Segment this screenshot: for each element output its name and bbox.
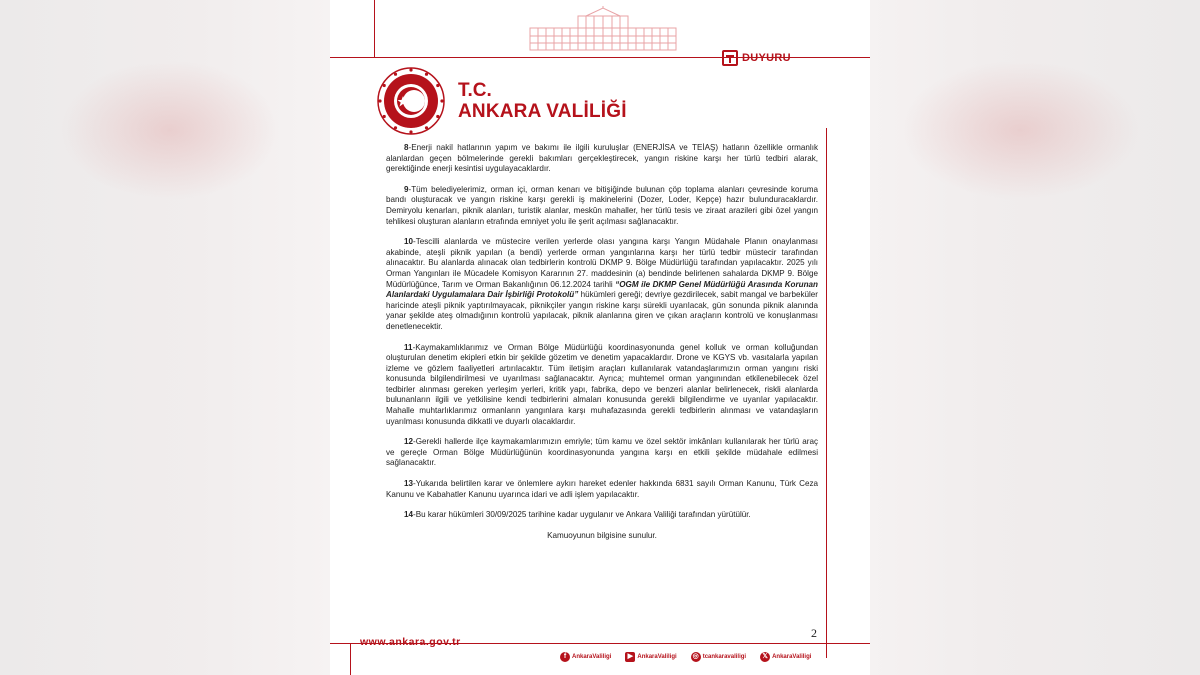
title-valilik: ANKARA VALİLİĞİ: [458, 101, 627, 122]
paragraph-number: 13: [404, 479, 414, 489]
governorship-seal-icon: [376, 66, 446, 136]
paragraph-text: 30/09/2025: [485, 510, 527, 520]
duyuru-label: DUYURU: [742, 52, 791, 64]
social-handle: AnkaraValiligi: [637, 654, 677, 660]
instagram-icon: ◎: [692, 653, 699, 660]
paragraph-9: [386, 185, 818, 227]
social-link-facebook[interactable]: [560, 652, 611, 662]
social-link-youtube[interactable]: [625, 652, 676, 662]
page-number: 2: [811, 626, 817, 640]
paragraph-text: tarihine kadar uygulanır ve Ankara Valiliği tarafından yürütülür.: [526, 510, 751, 520]
social-handle: AnkaraValiligi: [572, 654, 612, 660]
social-handle: tcankaravaliligi: [702, 654, 747, 660]
paragraph-text: -Tüm belediyelerimiz, orman içi, orman kenarı ve bitişiğinde bulunan çöp toplama alanları çevresinde koruma bandı oluşturacak ve yangın riskine karşı gerekli iş makinelerini (Dozer, Loder, Kepçe) hazır bulunduracaklardır. Demiryolu kenarları, piknik alanları, turistik alanlar, meskûn mahaller, her türlü tesis ve ziraat arazileri gibi özel yangın tehlikesi oluşturan alanların etrafında emniyet yolu ile şerit açılması sağlanacaktır.: [386, 184, 818, 226]
paragraph-text: -Enerji nakil hatlarının yapım ve bakımı ile ilgili kuruluşlar (ENERJİSA ve TEİAŞ) hatların özellikle ormanlık alanlardan geçen bölmelerinde gerekli bakımları gerçekleştirecek, yangın riskine karşı her türlü tedbiri alarak, gerektiğinde enerji kesintisi uygulayacaklardır.: [386, 143, 818, 174]
paragraph-text: -Kaymakamlıklarımız ve Orman Bölge Müdürlüğü koordinasyonunda genel kolluk ve orman kolluğundan oluşturulan denetim ekipleri etkin bir şekilde gözetim ve denetim yapacaklardır. Drone ve KGYS vb. vasıtalarla yapılan izleme ve gözlem faaliyetleri artırılacaktır. Tüm iletişim araçları kullanılarak vatandaşlarımızın orman yangını riski konusunda bilgilendirilmesi ve uyarılması sağlanacaktır. Ayrıca; muhtemel orman yangınından etkilenebilecek özel tedbirler alınması gereken yerleşim yerleri, kritik yapı, fabrika, depo ve benzeri alanlar belirlenecek, riskli alanlarda bulunanların ilgili ve yetkilisine kendi tedbirlerini almaları konusunda gerekli bilgilendirme ve uyarılar yapılacaktır. Mahalle muhtarlıklarımız ormanların yangınlara karşı muhafazasında gerekli tedbirlerin alınması ve vatandaşların uyarılması konusunda dikkatli ve duyarlı olacaklardır.: [386, 342, 818, 426]
paragraph-13: [386, 479, 818, 500]
social-link-instagram[interactable]: [691, 652, 746, 662]
title-tc: T.C.: [458, 80, 492, 101]
duyuru-badge: [722, 50, 791, 66]
social-links: [560, 652, 811, 662]
document-page: [330, 0, 870, 675]
background-left: [0, 0, 330, 675]
paragraph-14: [386, 510, 818, 521]
paragraph-number: 14: [404, 510, 414, 520]
paragraph-text: -Yukarıda belirtilen karar ve önlemlere aykırı hareket edenler hakkında 6831 sayılı Orman Kanunu, Türk Ceza Kanunu ve Kabahatler Kanunu uyarınca idari ve adli işlem yapılacaktır.: [386, 479, 818, 499]
announcement-icon: [722, 50, 738, 66]
paragraph-10: [386, 237, 818, 332]
paragraph-number: 10: [404, 237, 414, 247]
youtube-icon: ▶: [625, 652, 635, 662]
document-body: [386, 143, 818, 541]
social-link-x[interactable]: [760, 652, 811, 662]
background-right: [840, 0, 1200, 675]
paragraph-text: hükümleri gereği; devriye gezdirilecek, sabit mangal ve barbeküler haricinde ateşli piknik yaptırılmayacak, piknikçiler yangın riskine karşı sürekli uyarılacak, gün sonunda piknik alanında yanar şekilde ateş olmadığının kontrolü yapılacak, piknik alanlarına giren ve çıkan araçların kontrolü ve konuşlanması denetlenecektir.: [386, 290, 818, 331]
paragraph-number: 9: [404, 184, 409, 194]
facebook-icon: f: [560, 652, 570, 662]
paragraph-number: 12: [404, 437, 414, 447]
institution-title: [458, 80, 627, 122]
decor-line: [826, 128, 827, 658]
website-link[interactable]: www.ankara.gov.tr: [360, 636, 461, 648]
building-illustration-icon: [528, 6, 678, 52]
paragraph-text: -Bu karar hükümleri: [413, 510, 486, 520]
paragraph-8: [386, 143, 818, 175]
x-icon: 𝕏: [760, 652, 770, 662]
closing-statement: Kamuoyunun bilgisine sunulur.: [547, 530, 657, 540]
paragraph-number: 11: [404, 342, 413, 352]
paragraph-text: -Gerekli hallerde ilçe kaymakamlarımızın emriyle; tüm kamu ve özel sektör imkânları kullanılarak her türlü araç ve gereçle Orman Bölge Müdürlüğünün koordinasyonunda yangına karşı en etkili şekilde müdahale edilmesi sağlanacaktır.: [386, 437, 818, 468]
decor-line: [374, 0, 375, 57]
social-handle: AnkaraValiligi: [772, 654, 812, 660]
paragraph-11: [386, 343, 818, 428]
paragraph-text: “OGM ile DKMP Genel Müdürlüğü Arasında Korunan Alanlardaki Uygulamalara Dair İşbirliği Protokolü”: [386, 279, 818, 300]
paragraph-text: -Tescilli alanlarda ve müstecire verilen yerlerde olası yangına karşı Yangın Müdahale Planın onaylanması akabinde, ateşli piknik yapılan (a bendi) yerlerde orman yangınlarına karşı her türlü tedbir müstecir tarafından alınacaktır. Bu alanlarda alınacak olan tedbirlerin kontrolü DKMP 9. Bölge Müdürlüğü tarafından yapılacaktır. 2025 yılı Orman Yangınları ile Mücadele Komisyon Kararının 27. maddesinin (a) bendinde belirlenen sahalarda DKMP 9. Bölge Müdürlüğünce, Tarım ve Orman Bakanlığının 06.12.2024 tarihli: [386, 237, 818, 289]
paragraph-number: 8: [404, 143, 409, 152]
paragraph-12: [386, 437, 818, 469]
decor-line: [350, 643, 351, 675]
